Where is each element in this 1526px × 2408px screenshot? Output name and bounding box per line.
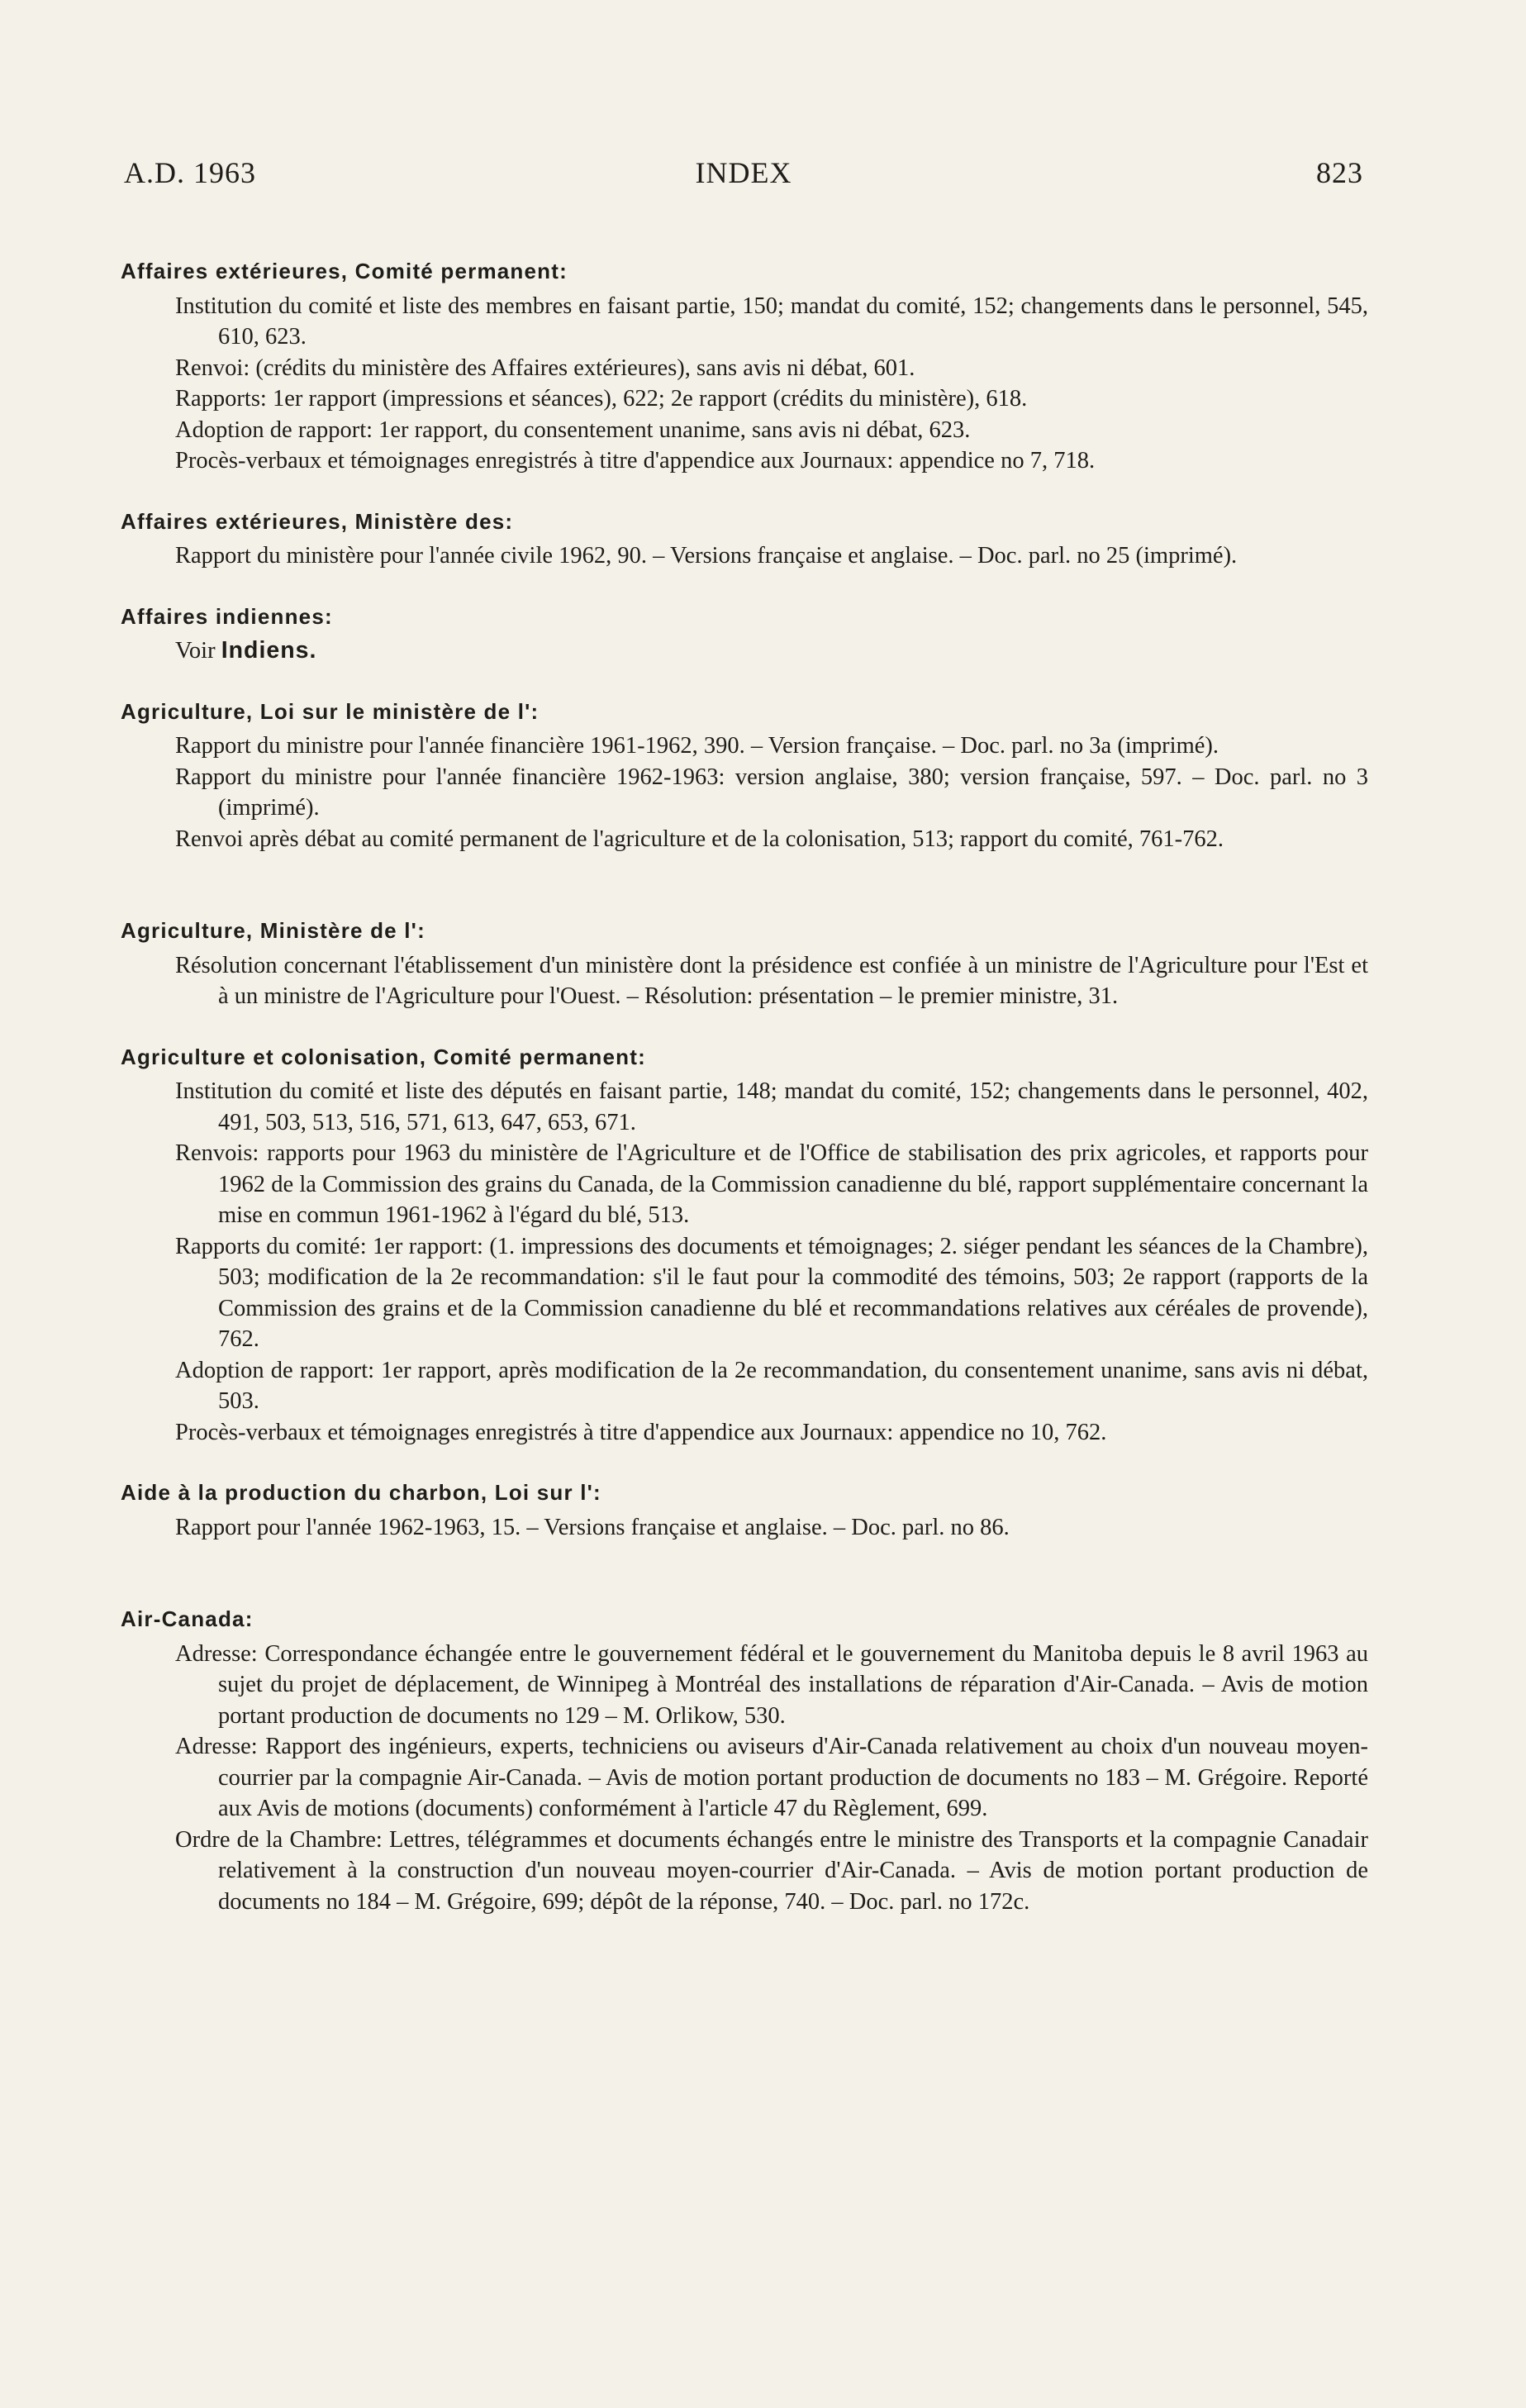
header-year: A.D. 1963: [124, 156, 256, 189]
entry-heading: Agriculture, Ministère de l':: [121, 918, 425, 943]
entry-subitem: Rapports du comité: 1er rapport: (1. impressions des documents et témoignages; 2. siéger pendant les séances de la Chambre), 503; modification de la 2e recommandation: s'il le faut pour la commodité des témoins, 503; 2e rapport (rapports de la Commission des grains et de la Commission canadienne du blé et recommandations relatives aux céréales de provende), 762.: [175, 1233, 1368, 1352]
page-header: [124, 155, 1363, 197]
entry-subitem: Renvois: rapports pour 1963 du ministère de l'Agriculture et de l'Office de stabilisation des prix agricoles, et rapports pour 1962 de la Commission des grains du Canada, de la Commission canadienne du blé, rapport supplémentaire concernant la mise en commun 1961-1962 à l'égard du blé, 513.: [175, 1140, 1368, 1228]
entry-subitem: Ordre de la Chambre: Lettres, télégrammes et documents échangés entre le ministre des Transports et la compagnie Canadair relativement à la construction d'un nouveau moyen-courrier d'Air-Canada. – Avis de motion portant production de documents no 184 – M. Grégoire, 699; dépôt de la réponse, 740. – Doc. parl. no 172c.: [175, 1826, 1368, 1915]
page-number: 823: [1316, 156, 1363, 189]
index-entry-agriculture-ministere: [121, 916, 1368, 1012]
entry-subitem: Procès-verbaux et témoignages enregistrés à titre d'appendice aux Journaux: appendice no 7, 718.: [175, 448, 1096, 474]
cross-reference: [121, 635, 1368, 667]
voir-target: Indiens.: [221, 637, 317, 664]
entry-subitem: Renvoi: (crédits du ministère des Affaires extérieures), sans avis ni débat, 601.: [175, 355, 915, 381]
index-entry-affaires-indiennes: [121, 602, 1368, 667]
entry-subitem: Rapport du ministre pour l'année financière 1961-1962, 390. – Version française. – Doc. parl. no 3a (imprimé).: [175, 733, 1219, 759]
entry-heading: Affaires indiennes:: [121, 603, 333, 629]
index-body: [121, 256, 1368, 1947]
index-entry-aide-production-charbon: [121, 1478, 1368, 1543]
voir-prefix: Voir: [175, 638, 216, 664]
index-entry-air-canada: [121, 1604, 1368, 1917]
entry-subitem: Adresse: Correspondance échangée entre le gouvernement fédéral et le gouvernement du Manitoba depuis le 8 avril 1963 au sujet du projet de déplacement, de Winnipeg à Montréal des installations de réparation d'Air-Canada. – Avis de motion portant production de documents no 129 – M. Orlikow, 530.: [175, 1640, 1368, 1729]
entry-subitem: Résolution concernant l'établissement d'un ministère dont la présidence est confiée à un ministre de l'Agriculture pour l'Est et à un ministre de l'Agriculture pour l'Ouest. – Résolution: présentation – le premier ministre, 31.: [175, 952, 1368, 1009]
entry-heading: Agriculture, Loi sur le ministère de l':: [121, 698, 540, 724]
entry-heading: Affaires extérieures, Ministère des:: [121, 508, 514, 534]
index-entry-affaires-exterieures-ministere: [121, 507, 1368, 572]
index-entry-affaires-exterieures-comite: [121, 256, 1368, 477]
entry-heading: Air-Canada:: [121, 1606, 254, 1631]
entry-subitem: Institution du comité et liste des députés en faisant partie, 148; mandat du comité, 152; changements dans le personnel, 402, 491, 503, 513, 516, 571, 613, 647, 653, 671.: [175, 1078, 1368, 1135]
index-entry-agriculture-loi: [121, 697, 1368, 855]
entry-subitem: Rapport pour l'année 1962-1963, 15. – Versions française et anglaise. – Doc. parl. no 86.: [175, 1514, 1010, 1540]
index-entry-agriculture-colonisation: [121, 1042, 1368, 1449]
entry-subitem: Rapports: 1er rapport (impressions et séances), 622; 2e rapport (crédits du ministère), 618.: [175, 386, 1028, 412]
entry-subitem: Adresse: Rapport des ingénieurs, experts, techniciens ou aviseurs d'Air-Canada relativement au choix d'un nouveau moyen-courrier par la compagnie Air-Canada. – Avis de motion portant production de documents no 183 – M. Grégoire. Reporté aux Avis de motions (documents) conformément à l'article 47 du Règlement, 699.: [175, 1734, 1368, 1821]
entry-subitem: Rapport du ministre pour l'année financière 1962-1963: version anglaise, 380; version française, 597. – Doc. parl. no 3 (imprimé).: [175, 764, 1368, 821]
header-title: INDEX: [695, 156, 792, 189]
entry-subitem: Institution du comité et liste des membres en faisant partie, 150; mandat du comité, 152; changements dans le personnel, 545, 610, 623.: [175, 293, 1368, 350]
entry-heading: Aide à la production du charbon, Loi sur l':: [121, 1480, 601, 1505]
entry-subitem: Procès-verbaux et témoignages enregistrés à titre d'appendice aux Journaux: appendice no 10, 762.: [175, 1419, 1107, 1445]
entry-subitem: Renvoi après débat au comité permanent de l'agriculture et de la colonisation, 513; rapport du comité, 761-762.: [175, 826, 1224, 852]
entry-subitem: Adoption de rapport: 1er rapport, après modification de la 2e recommandation, du consentement unanime, sans avis ni débat, 503.: [175, 1357, 1368, 1414]
entry-subitem: Adoption de rapport: 1er rapport, du consentement unanime, sans avis ni débat, 623.: [175, 416, 971, 443]
entry-subitem: Rapport du ministère pour l'année civile 1962, 90. – Versions française et anglaise. – Doc. parl. no 25 (imprimé).: [175, 543, 1238, 569]
entry-heading: Agriculture et colonisation, Comité permanent:: [121, 1044, 646, 1069]
entry-heading: Affaires extérieures, Comité permanent:: [121, 259, 568, 283]
